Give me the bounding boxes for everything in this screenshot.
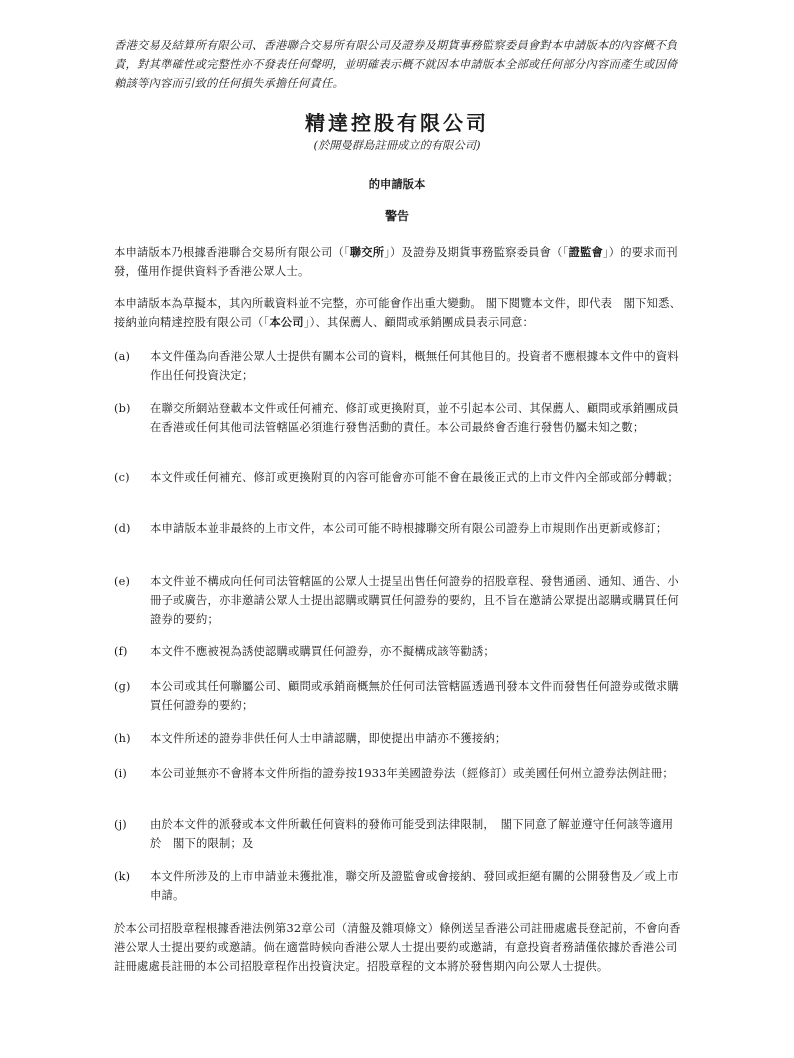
- term-stock-exchange: 聯交所: [349, 245, 385, 259]
- warning-heading: 警告: [384, 209, 409, 223]
- item-label: (j): [114, 818, 127, 831]
- item-label: (b): [114, 402, 131, 415]
- item-label: (k): [114, 870, 131, 883]
- item-text: 本文件並不構成向任何司法管轄區的公眾人士提呈出售任何證券的招股章程、發售通函、通知、通告、小冊子或廣告，亦非邀請公眾人士提出認購或購買任何證券的要約，且不旨在邀請公眾提出認購或購買任何證券的要約；: [150, 575, 679, 626]
- version-label: 的申請版本: [368, 177, 426, 191]
- item-label: (i): [114, 767, 128, 780]
- item-text: 在聯交所網站登載本文件或任何補充、修訂或更換附頁，並不引起本公司、其保薦人、顧問或承銷團成員在香港或任何其他司法管轄區必須進行發售活動的責任。本公司最終會否進行發售仍屬未知之數；: [150, 402, 679, 434]
- item-label: (f): [114, 645, 128, 658]
- item-text: 本文件所述的證券非供任何人士申請認購，即使提出申請亦不獲接納；: [150, 732, 507, 745]
- item-label: (a): [114, 350, 131, 363]
- intro-paragraph-2: 本申請版本為草擬本，其內所載資料並不完整，亦可能會作出重大變動。 閣下閱覽本文件，即代表 閣下知悉、接納並向精達控股有限公司（「本公司」）、其保薦人、顧問或承銷團成員表示同意：: [114, 297, 682, 329]
- item-label: (e): [114, 575, 131, 588]
- term-company: 本公司: [269, 315, 304, 329]
- item-text: 本文件不應被視為誘使認購或購買任何證券，亦不擬構成該等勸誘；: [150, 645, 495, 658]
- company-name: 精達控股有限公司: [305, 111, 489, 135]
- item-label: (g): [114, 680, 131, 693]
- incorporation-note: (於開曼群島註冊成立的有限公司): [313, 139, 481, 152]
- item-text: 本申請版本並非最終的上市文件，本公司可能不時根據聯交所有限公司證券上市規則作出更新或修訂；: [150, 522, 668, 535]
- item-text: 本公司並無亦不會將本文件所指的證券按1933年美國證券法（經修訂）或美國任何州立證券法例註冊；: [150, 767, 674, 780]
- item-text: 本文件僅為向香港公眾人士提供有關本公司的資料，概無任何其他目的。投資者不應根據本文件中的資料作出任何投資決定；: [150, 350, 679, 382]
- item-label: (c): [114, 471, 130, 484]
- closing-paragraph: 於本公司招股章程根據香港法例第32章公司（清盤及雜項條文）條例送呈香港公司註冊處處長登記前，不會向香港公眾人士提出要約或邀請。倘在適當時候向香港公眾人士提出要約或邀請，有意投資者務請僅依據於香港公司註冊處處長註冊的本公司招股章程作出投資決定。招股章程的文本將於發售期內向公眾人士提供。: [114, 922, 681, 973]
- item-text: 本文件或任何補充、修訂或更換附頁的內容可能會亦可能不會在最後正式的上市文件內全部或部分轉載；: [150, 471, 679, 484]
- item-text: 本公司或其任何聯屬公司、顧問或承銷商概無於任何司法管轄區透過刊發本文件而發售任何證券或徵求購買任何證券的要約；: [150, 680, 679, 712]
- intro-paragraph-1: 本申請版本乃根據香港聯合交易所有限公司（「聯交所」）及證券及期貨事務監察委員會（「證監會」）的要求而刊發，僅用作提供資料予香港公眾人士。: [114, 245, 678, 278]
- item-label: (h): [114, 732, 131, 745]
- item-label: (d): [114, 522, 131, 535]
- term-sfc: 證監會: [568, 245, 603, 259]
- regulatory-disclaimer: 香港交易及結算所有限公司、香港聯合交易所有限公司及證券及期貨事務監察委員會對本申請版本的內容概不負責，對其準確性或完整性亦不發表任何聲明，並明確表示概不就因本申請版本全部或任何部分內容而產生或因倚賴該等內容而引致的任何損失承擔任何責任。: [114, 39, 678, 90]
- item-text: 本文件所涉及的上市申請並未獲批准，聯交所及證監會或會接納、發回或拒絕有關的公開發售及／或上市申請。: [150, 870, 679, 902]
- item-text: 由於本文件的派發或本文件所載任何資料的發佈可能受到法律限制， 閣下同意了解並遵守任何該等適用於 閣下的限制；及: [150, 818, 674, 850]
